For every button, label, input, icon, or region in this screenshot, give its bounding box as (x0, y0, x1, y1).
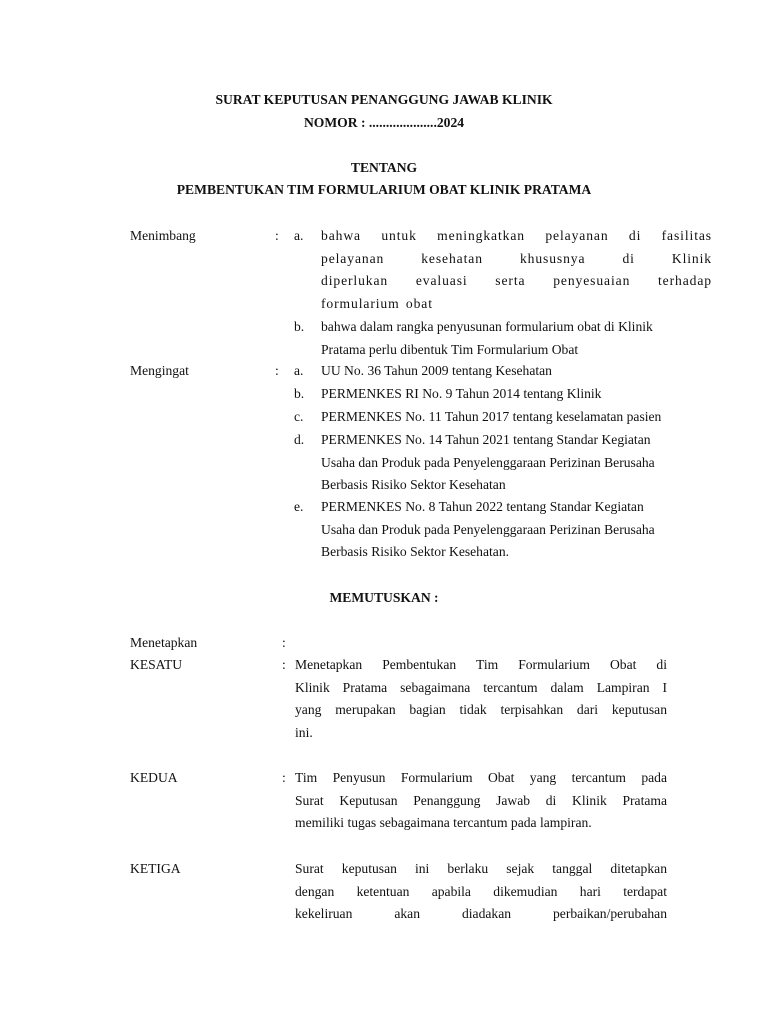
menimbang-item-a-line: formularium obat (321, 295, 433, 311)
menetapkan-label: Menetapkan (130, 635, 198, 650)
mengingat-item-c-letter: c. (294, 409, 304, 424)
mengingat-item-e-letter: e. (294, 499, 304, 514)
kesatu-line: Menetapkan Pembentukan Tim Formularium Obat di (295, 657, 667, 672)
menimbang-item-a-line: pelayanan kesehatan khususnya di Klinik (321, 250, 712, 266)
mengingat-item-a-letter: a. (294, 363, 304, 378)
kesatu-line: ini. (295, 724, 313, 740)
document-subject: PEMBENTUKAN TIM FORMULARIUM OBAT KLINIK PRATAMA (176, 182, 592, 197)
ketiga-line: Surat keputusan ini berlaku sejak tanggal ditetapkan (295, 861, 667, 876)
menimbang-item-a-text (321, 225, 712, 315)
menimbang-item-a-line: diperlukan evaluasi serta penyesuaian terhadap (321, 273, 712, 289)
menimbang-item-b-line: Pratama perlu dibentuk Tim Formularium Obat (321, 341, 579, 357)
menimbang-item-b-letter: b. (294, 319, 305, 334)
kedua-colon: : (282, 770, 286, 785)
mengingat-item-e-line: Usaha dan Produk pada Penyelenggaraan Perizinan Berusaha (321, 521, 655, 537)
kesatu-colon: : (282, 657, 286, 672)
ketiga-line: dengan ketentuan apabila dikemudian hari terdapat (295, 883, 667, 899)
menimbang-item-b-line: bahwa dalam rangka penyusunan formularium obat di Klinik (321, 319, 653, 334)
mengingat-item-d-line: Berbasis Risiko Sektor Kesehatan (321, 477, 506, 493)
mengingat-colon: : (275, 363, 279, 378)
mengingat-label: Mengingat (130, 363, 189, 378)
kedua-line: Surat Keputusan Penanggung Jawab di Klinik Pratama (295, 792, 667, 808)
kedua-line: Tim Penyusun Formularium Obat yang tercantum pada (295, 770, 667, 785)
mengingat-item-d-line: Usaha dan Produk pada Penyelenggaraan Perizinan Berusaha (321, 454, 655, 470)
ketiga-text (295, 858, 667, 926)
mengingat-item-a-text: UU No. 36 Tahun 2009 tentang Kesehatan (321, 363, 552, 378)
kedua-label: KEDUA (130, 770, 178, 785)
mengingat-item-b-text: PERMENKES RI No. 9 Tahun 2014 tentang Klinik (321, 386, 602, 401)
ketiga-line: kekeliruan akan diadakan perbaikan/perubahan (295, 906, 667, 922)
kesatu-text (295, 654, 667, 744)
document-number: NOMOR : ....................2024 (303, 115, 465, 130)
menimbang-item-a-line: bahwa untuk meningkatkan pelayanan di fasilitas (321, 228, 712, 243)
tentang-heading: TENTANG (350, 160, 418, 175)
mengingat-item-d-text (321, 429, 716, 497)
menimbang-item-a-letter: a. (294, 228, 304, 243)
mengingat-item-e-text (321, 496, 716, 564)
kesatu-label: KESATU (130, 657, 183, 672)
kedua-line: memiliki tugas sebagaimana tercantum pada lampiran. (295, 815, 592, 831)
mengingat-item-d-line: PERMENKES No. 14 Tahun 2021 tentang Standar Kegiatan (321, 432, 651, 447)
mengingat-item-d-letter: d. (294, 432, 305, 447)
ketiga-label: KETIGA (130, 861, 181, 876)
mengingat-item-e-line: PERMENKES No. 8 Tahun 2022 tentang Standar Kegiatan (321, 499, 644, 514)
mengingat-item-e-line: Berbasis Risiko Sektor Kesehatan. (321, 544, 510, 560)
menetapkan-colon: : (282, 635, 286, 650)
mengingat-item-b-letter: b. (294, 386, 305, 401)
menimbang-label: Menimbang (130, 228, 196, 243)
document-title: SURAT KEPUTUSAN PENANGGUNG JAWAB KLINIK (215, 92, 553, 107)
menimbang-colon: : (275, 228, 279, 243)
menimbang-item-b-text (321, 316, 716, 361)
mengingat-item-c-text: PERMENKES No. 11 Tahun 2017 tentang keselamatan pasien (321, 409, 662, 424)
memutuskan-heading: MEMUTUSKAN : (329, 590, 439, 605)
kesatu-line: yang merupakan bagian tidak terpisahkan dari keputusan (295, 702, 667, 718)
kesatu-line: Klinik Pratama sebagaimana tercantum dalam Lampiran I (295, 679, 667, 695)
kedua-text (295, 767, 667, 835)
